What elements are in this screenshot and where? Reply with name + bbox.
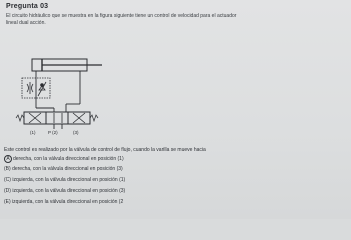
option-d[interactable]	[4, 188, 125, 194]
option-a-text: derecha, con la válvula direccional en posición (1)	[13, 156, 124, 162]
option-a-letter: A	[4, 155, 12, 163]
option-b[interactable]	[4, 166, 123, 172]
intro-line-1: El circuito hidráulico que se muestra en la figura siguiente tiene un control de velocidad para el actuador	[6, 13, 237, 19]
option-c-text: izquierda, con la válvula direccional en posición (1)	[12, 177, 126, 183]
position-label-1: (1)	[30, 130, 36, 135]
intro-line-2: lineal dual acción.	[6, 19, 46, 26]
option-b-letter: (B)	[4, 166, 11, 172]
directional-valve	[16, 112, 98, 124]
question-stem: Este control es realizado por la válvula de control de flujo, cuando la varilla se mueve hacia	[4, 147, 206, 153]
option-e-text: izquierda, con la válvula direccional en posición (2	[12, 199, 124, 205]
position-label-3: (3)	[73, 130, 79, 135]
option-c-letter: (C)	[4, 177, 11, 183]
question-intro	[6, 13, 351, 26]
option-e-letter: (E)	[4, 199, 11, 205]
hydraulic-circuit-diagram	[10, 52, 120, 137]
option-d-text: izquierda, con la válvula direccional en posición (3)	[12, 188, 126, 194]
option-b-text: derecha, con la válvula direccional en posición (3)	[12, 166, 123, 172]
option-e[interactable]	[4, 199, 123, 205]
option-a[interactable]	[4, 155, 124, 163]
position-label-2: P (2)	[48, 130, 58, 135]
option-d-letter: (D)	[4, 188, 11, 194]
question-heading: Pregunta 03	[6, 3, 49, 10]
option-c[interactable]	[4, 177, 125, 183]
